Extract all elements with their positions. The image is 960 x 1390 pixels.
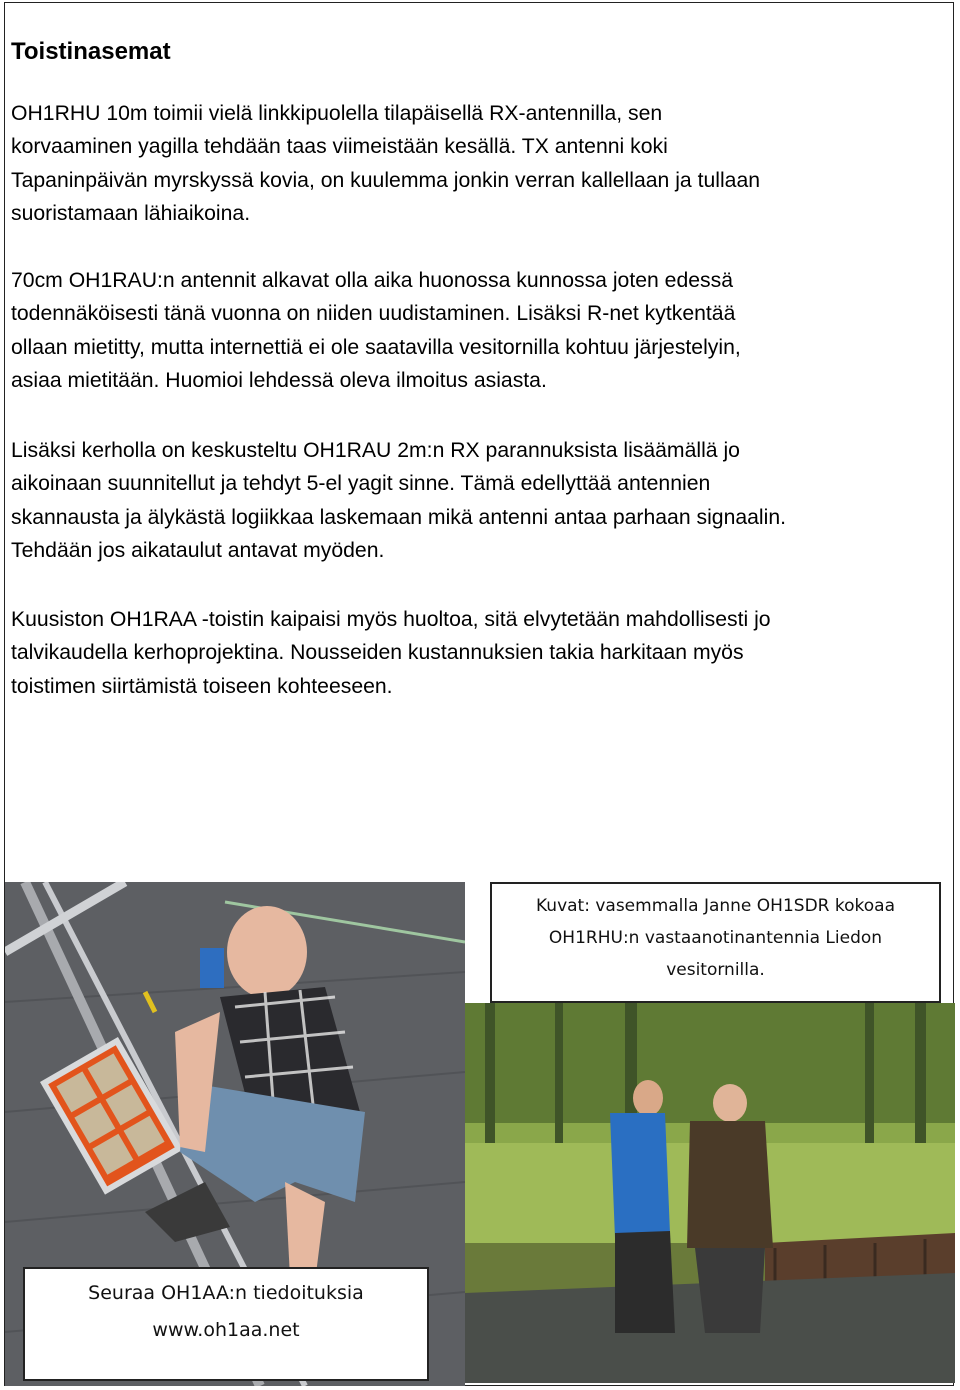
photo-caption: Kuvat: vasemmalla Janne OH1SDR kokoaa OH1RHU:n vastaanotinantennia Liedon vesitornilla. bbox=[490, 882, 941, 1003]
paragraph-1: OH1RHU 10m toimii vielä linkkipuolella tilapäisellä RX-antennilla, sen korvaaminen yagilla tehdään taas viimeistään kesällä. TX antenni koki Tapaninpäivän myrskyssä kovia, on kuulemma jonkin verran kallellaan ja tullaan suoristamaan lähiaikoina. bbox=[11, 102, 761, 225]
photo-two-men bbox=[465, 1003, 955, 1383]
paragraph-4: Kuusiston OH1RAA -toistin kaipaisi myös huoltoa, sitä elvytetään mahdollisesti jo talvikaudella kerhoprojektina. Nousseiden kustannuksien takia harkitaan myös toistimen siirtämistä toiseen kohteeseen. bbox=[11, 608, 771, 698]
notice-box: Seuraa OH1AA:n tiedoituksia www.oh1aa.net bbox=[23, 1267, 429, 1381]
paragraph-3: Lisäksi kerholla on keskusteltu OH1RAU 2m:n RX parannuksista lisäämällä jo aikoinaan suunnitellut ja tehdyt 5-el yagit sinne. Tämä edellyttää antennien skannausta ja älykästä logiikkaa laskemaan mikä antenni antaa parhaan signaalin. Tehdään jos aikataulut antavat myöden. bbox=[11, 439, 787, 562]
page-title: Toistinasemat bbox=[11, 38, 171, 65]
paragraph-2: 70cm OH1RAU:n antennit alkavat olla aika huonossa kunnossa joten edessä todennäköisesti tänä vuonna on niiden uudistaminen. Lisäksi R-net kytkentää ollaan mietitty, mutta internettiä ei ole saatavilla vesitornilla kohtuu järjestelyin, asiaa mietitään. Huomioi lehdessä oleva ilmoitus asiasta. bbox=[11, 269, 741, 392]
